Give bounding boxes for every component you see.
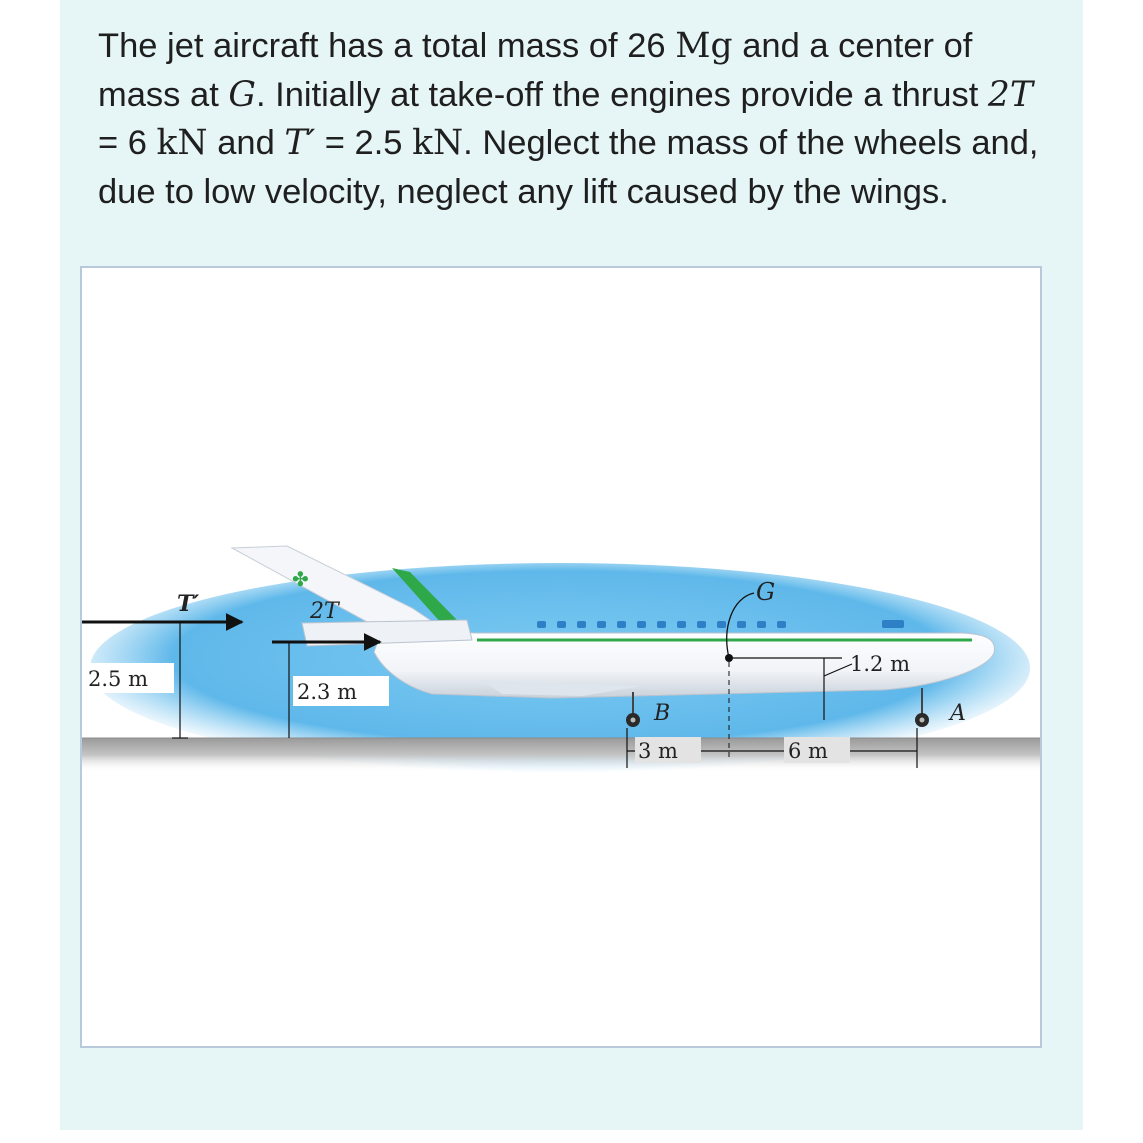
math-thrust-t-prime: T′	[284, 123, 316, 163]
jet-aircraft-diagram	[82, 268, 1040, 1046]
math-mass-unit: Mg	[675, 26, 733, 66]
text-segment: = 2.5	[315, 124, 413, 162]
label-2-3-m: 2.3 m	[297, 680, 357, 704]
label-g: G	[756, 578, 776, 606]
figure-frame	[80, 266, 1042, 1048]
label-2t: 2T	[310, 599, 339, 624]
label-2-5-m: 2.5 m	[88, 667, 148, 691]
math-thrust-2t: 2T	[987, 74, 1033, 115]
text-segment: = 6	[98, 124, 157, 162]
ground	[82, 738, 1040, 772]
problem-statement	[98, 22, 1048, 216]
label-1-2-m: 1.2 m	[850, 652, 910, 676]
math-kn-unit: kN	[412, 123, 464, 163]
math-center-of-mass: G	[228, 74, 256, 115]
label-a: A	[950, 701, 966, 726]
text-segment: and a center of mass at	[98, 27, 973, 114]
text-segment: and	[207, 124, 285, 162]
label-3-m: 3 m	[638, 739, 678, 763]
tail-logo-icon: ✤	[292, 569, 309, 591]
label-t-prime: T′	[177, 591, 200, 617]
text-segment: . Neglect the mass of the wheels and, due to low velocity, neglect any lift caused by the wings.	[98, 124, 1039, 211]
label-b: B	[654, 701, 671, 726]
math-kn-unit: kN	[156, 123, 208, 163]
label-6-m: 6 m	[788, 739, 828, 763]
text-segment: The jet aircraft has a total mass of 26	[98, 27, 676, 65]
text-segment: . Initially at take-off the engines provide a thrust	[255, 75, 988, 114]
